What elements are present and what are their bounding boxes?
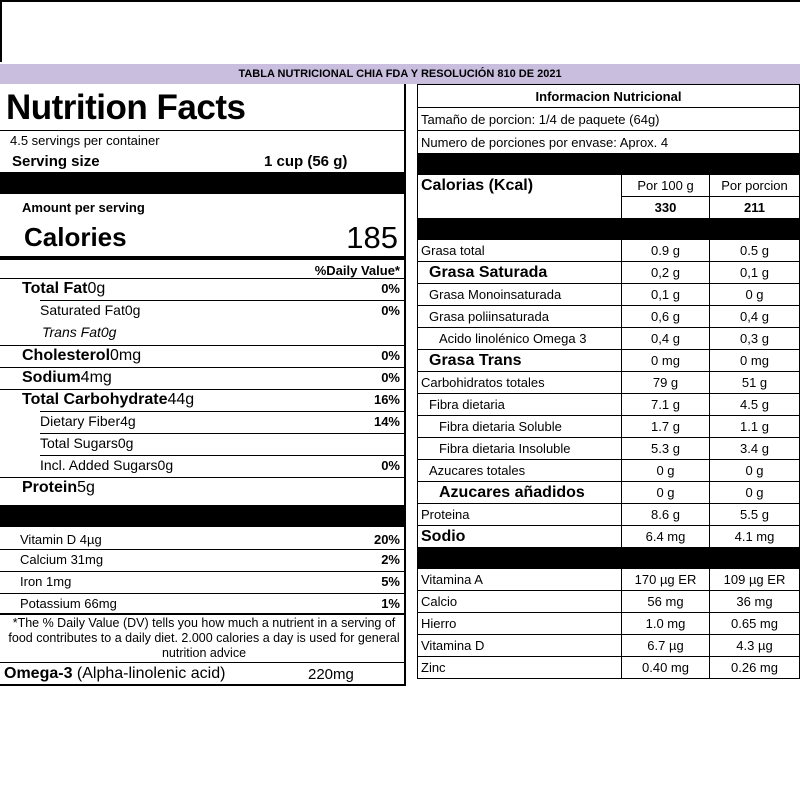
- es-black-band: [418, 219, 800, 240]
- es-nutrient-label: Fibra dietaria: [418, 394, 622, 416]
- es-value-portion: 0.26 mg: [710, 657, 800, 679]
- es-table-row: [418, 328, 800, 350]
- nutrient-label: Incl. Added Sugars: [40, 457, 158, 473]
- thick-divider-2: [0, 505, 404, 527]
- es-nutrient-label: Azucares totales: [418, 460, 622, 482]
- es-value-portion: 0.5 g: [710, 240, 800, 262]
- es-value-100g: 7.1 g: [622, 394, 710, 416]
- nutrient-daily-value: 0%: [381, 458, 400, 473]
- panel-title: Nutrition Facts: [6, 88, 246, 127]
- es-nutrient-label: Vitamina A: [418, 569, 622, 591]
- vitamin-daily-value: 1%: [381, 596, 400, 611]
- servings-per-container: 4.5 servings per container: [10, 133, 160, 148]
- es-nutrient-label: Grasa Saturada: [418, 262, 622, 284]
- nutrient-amount: 4g: [120, 413, 136, 429]
- es-value-portion: 109 µg ER: [710, 569, 800, 591]
- divider: [0, 613, 404, 615]
- es-nutrient-label: Grasa Trans: [418, 350, 622, 372]
- nutrient-amount: 44g: [167, 391, 195, 408]
- es-table-row: [418, 635, 800, 657]
- top-border: [0, 0, 800, 2]
- calories-value: 185: [346, 220, 398, 255]
- nutrient-label: Dietary Fiber: [40, 413, 121, 429]
- vitamin-label: Calcium 31mg: [20, 552, 104, 567]
- es-table-row: [418, 394, 800, 416]
- es-col-100g: Por 100 g: [622, 175, 710, 197]
- es-value-portion: 0,1 g: [710, 262, 800, 284]
- es-table-row: [418, 613, 800, 635]
- es-value-100g: 5.3 g: [622, 438, 710, 460]
- nutrient-label: Sodium: [22, 369, 81, 386]
- es-value-portion: 0 g: [710, 284, 800, 306]
- es-value-100g: 1.7 g: [622, 416, 710, 438]
- fda-nutrition-panel: [0, 84, 406, 685]
- calories-label: Calories: [24, 222, 127, 252]
- es-table-row: [418, 284, 800, 306]
- es-value-100g: 0 g: [622, 482, 710, 504]
- es-nutrient-label: Vitamina D: [418, 635, 622, 657]
- nutrient-row: [22, 347, 141, 365]
- es-value-100g: 6.7 µg: [622, 635, 710, 657]
- es-table-row: [418, 240, 800, 262]
- es-nutrient-label: Carbohidratos totales: [418, 372, 622, 394]
- nutrient-daily-value: 0%: [381, 348, 400, 363]
- es-value-100g: 0,6 g: [622, 306, 710, 328]
- nutrient-row: [42, 324, 116, 340]
- nutrient-daily-value: 14%: [373, 414, 400, 429]
- nutrient-daily-value: 0%: [381, 370, 400, 385]
- es-value-portion: 0,4 g: [710, 306, 800, 328]
- es-value-100g: 0,2 g: [622, 262, 710, 284]
- nutrient-daily-value: 0%: [381, 303, 400, 318]
- nutrient-amount: 0mg: [110, 347, 142, 364]
- es-table-row: [418, 306, 800, 328]
- vitamin-label: Potassium 66mg: [20, 596, 117, 611]
- row-divider: [0, 477, 404, 478]
- nutrient-amount: 0g: [117, 435, 134, 451]
- nutrient-daily-value: 0%: [381, 281, 400, 296]
- left-border: [0, 0, 2, 62]
- divider: [0, 130, 404, 131]
- nutrient-label: Saturated Fat: [40, 302, 125, 318]
- es-header: Informacion Nutricional: [418, 85, 800, 108]
- footnote: *The % Daily Value (DV) tells you how much a nutrient in a serving of food contributes to a daily diet. 2.000 calories a day is used for general nutrition advice: [8, 616, 400, 660]
- nutrient-label: Trans Fat: [42, 324, 101, 340]
- row-divider: [40, 411, 404, 412]
- es-value-portion: 0 mg: [710, 350, 800, 372]
- vitamin-label: Vitamin D 4µg: [20, 532, 102, 547]
- es-value-portion: 51 g: [710, 372, 800, 394]
- nutrient-label: Total Carbohydrate: [22, 391, 168, 408]
- es-table-row: [418, 350, 800, 372]
- vitamin-daily-value: 20%: [373, 532, 400, 547]
- row-divider: [0, 389, 404, 390]
- es-table-row: [418, 591, 800, 613]
- omega-label: [4, 665, 225, 683]
- nutrient-row: [40, 457, 173, 473]
- es-calories-label: Calorias (Kcal): [418, 175, 622, 219]
- es-nutrient-label: Fibra dietaria Insoluble: [418, 438, 622, 460]
- es-value-100g: 1.0 mg: [622, 613, 710, 635]
- medium-divider: [0, 256, 404, 260]
- es-nutrient-label: Fibra dietaria Soluble: [418, 416, 622, 438]
- es-value-100g: 170 µg ER: [622, 569, 710, 591]
- nutrient-daily-value: 16%: [373, 392, 400, 407]
- serving-size-value: 1 cup (56 g): [264, 153, 348, 170]
- es-nutrient-label: Grasa total: [418, 240, 622, 262]
- es-portions: Numero de porciones por envase: Aprox. 4: [418, 131, 800, 154]
- vitamin-label: Iron 1mg: [20, 574, 72, 589]
- es-table-row: [418, 416, 800, 438]
- es-table-row: [418, 526, 800, 548]
- nutrient-amount: 5g: [77, 479, 95, 496]
- es-nutrient-label: Azucares añadidos: [418, 482, 622, 504]
- es-nutrient-label: Proteina: [418, 504, 622, 526]
- es-value-100g: 8.6 g: [622, 504, 710, 526]
- es-value-portion: 0.65 mg: [710, 613, 800, 635]
- es-table-row: [418, 657, 800, 679]
- vitamin-daily-value: 2%: [381, 552, 400, 567]
- es-value-100g: 6.4 mg: [622, 526, 710, 548]
- nutrient-amount: 0g: [124, 302, 141, 318]
- es-value-portion: 4.5 g: [710, 394, 800, 416]
- es-cal-portion: 211: [710, 197, 800, 219]
- nutrient-row: [22, 280, 105, 298]
- spanish-nutrition-table: [417, 84, 800, 686]
- nutrient-label: Protein: [22, 479, 78, 496]
- es-value-portion: 0 g: [710, 482, 800, 504]
- es-value-100g: 0,4 g: [622, 328, 710, 350]
- es-nutrient-label: Grasa poliinsaturada: [418, 306, 622, 328]
- es-value-100g: 0,1 g: [622, 284, 710, 306]
- row-divider: [0, 593, 404, 594]
- es-table-row: [418, 438, 800, 460]
- es-col-portion: Por porcion: [710, 175, 800, 197]
- es-value-portion: 4.3 µg: [710, 635, 800, 657]
- es-nutrient-label: Calcio: [418, 591, 622, 613]
- es-table-row: [418, 262, 800, 284]
- daily-value-header: %Daily Value*: [314, 263, 400, 278]
- row-divider: [40, 300, 404, 301]
- nutrient-label: Total Sugars: [40, 435, 118, 451]
- serving-size-label: Serving size: [12, 153, 100, 170]
- nutrient-label: Total Fat: [22, 280, 88, 297]
- es-table-row: [418, 569, 800, 591]
- es-table-row: [418, 504, 800, 526]
- thick-divider: [0, 172, 404, 194]
- es-table-row: [418, 482, 800, 504]
- es-value-100g: 79 g: [622, 372, 710, 394]
- es-nutrient-label: Hierro: [418, 613, 622, 635]
- amount-per-serving: Amount per serving: [22, 200, 145, 215]
- vitamin-daily-value: 5%: [381, 574, 400, 589]
- es-value-100g: 0 mg: [622, 350, 710, 372]
- es-value-portion: 0,3 g: [710, 328, 800, 350]
- nutrient-row: [22, 479, 95, 497]
- es-table-row: [418, 372, 800, 394]
- nutrient-row: [40, 435, 133, 451]
- es-nutrient-label: Sodio: [418, 526, 622, 548]
- es-black-band: [418, 548, 800, 569]
- es-value-portion: 36 mg: [710, 591, 800, 613]
- nutrient-row: [22, 369, 112, 387]
- nutrient-amount: 4mg: [80, 369, 112, 386]
- nutrient-row: [40, 302, 140, 318]
- nutrient-row: [40, 413, 136, 429]
- nutrient-amount: 0g: [87, 280, 106, 297]
- es-nutrient-label: Grasa Monoinsaturada: [418, 284, 622, 306]
- es-value-100g: 0.9 g: [622, 240, 710, 262]
- es-value-portion: 3.4 g: [710, 438, 800, 460]
- es-serving: Tamaño de porcion: 1/4 de paquete (64g): [418, 108, 800, 131]
- row-divider: [40, 433, 404, 434]
- es-cal-100g: 330: [622, 197, 710, 219]
- omega-row: [0, 662, 406, 686]
- nutrient-amount: 0g: [100, 324, 117, 340]
- row-divider: [0, 278, 404, 279]
- es-nutrient-label: Acido linolénico Omega 3: [418, 328, 622, 350]
- es-value-portion: 0 g: [710, 460, 800, 482]
- row-divider: [0, 367, 404, 368]
- es-value-100g: 0 g: [622, 460, 710, 482]
- nutrient-label: Cholesterol: [22, 347, 111, 364]
- banner-title: TABLA NUTRICIONAL CHIA FDA Y RESOLUCIÓN 810 DE 2021: [0, 64, 800, 84]
- es-value-portion: 4.1 mg: [710, 526, 800, 548]
- es-value-100g: 0.40 mg: [622, 657, 710, 679]
- omega-desc: (Alpha-linolenic acid): [72, 665, 226, 682]
- nutrient-amount: 0g: [157, 457, 174, 473]
- row-divider: [0, 345, 404, 346]
- es-black-band: [418, 154, 800, 175]
- nutrient-row: [22, 391, 194, 409]
- es-value-100g: 56 mg: [622, 591, 710, 613]
- row-divider: [0, 549, 404, 550]
- es-table-row: [418, 460, 800, 482]
- es-value-portion: 5.5 g: [710, 504, 800, 526]
- omega-name: Omega-3: [4, 665, 73, 682]
- row-divider: [0, 571, 404, 572]
- es-value-portion: 1.1 g: [710, 416, 800, 438]
- es-nutrient-label: Zinc: [418, 657, 622, 679]
- row-divider: [40, 455, 404, 456]
- omega-value: 220mg: [308, 666, 354, 683]
